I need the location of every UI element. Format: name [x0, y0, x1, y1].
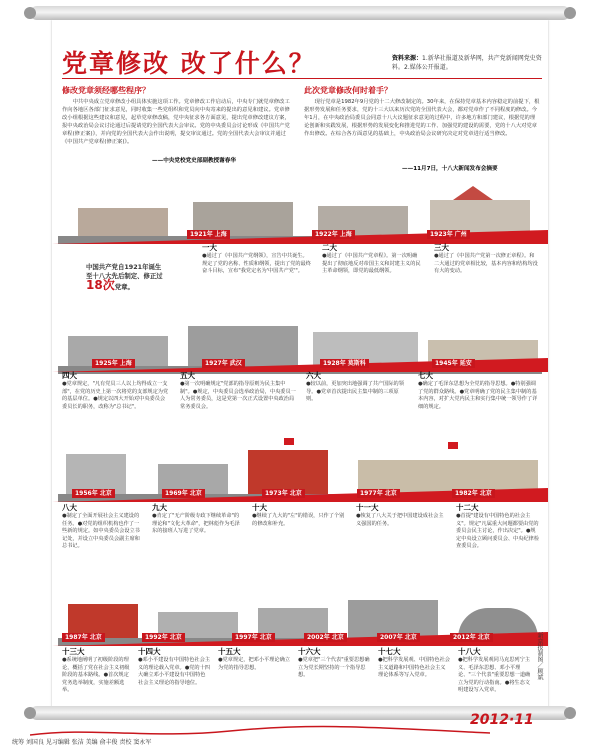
congress-card-1	[202, 242, 312, 276]
year-label: 2002年 北京	[304, 633, 347, 642]
congress-card-15	[218, 646, 290, 672]
page-title: 党章修改 改了什么？	[62, 49, 316, 78]
congress-text: ●党章把"三个代表"重要思想确立为党长期坚持的一个指导思想。	[298, 657, 370, 679]
congress-heading: 二大	[322, 243, 337, 252]
year-label: 1997年 北京	[232, 633, 275, 642]
congress-text: ●把科学发展观、中国特色社会主义道路和中国特色社会主义理论体系等写入党章。	[378, 657, 450, 679]
year-label: 1925年 上海	[92, 359, 135, 368]
congress-heading: 十八大	[458, 647, 481, 656]
congress-text: ●通过了《中国共产党纲领》，宣告中共诞生。规定了党的名称、性质和纲领，提出了党的最终奋斗目标，宣布"我党定名为'中国共产党'"。	[202, 253, 311, 275]
graphic-credit: 新京报制图／顾斌	[536, 632, 543, 680]
congress-text: ●通过了《中国共产党第一次修正章程》。和二大通过的党章相比较，基本内容和结构均没有大的变动。	[434, 253, 538, 275]
congress-card-9	[152, 502, 244, 536]
section2-body: 现行党章是1982年9月党的十二大修改制定的。30年来，在保持党章基本内容稳定的前提下，根据形势发展和任务要求，党的十三大以来历次党的全国代表大会，都对党章作了不同程度的修改。今年1月，在中央政治局委员会同意十八大议题征求意见的过程中，许多地方和部门建议，根据党的理论创新和实践发展，根据形势的发展变化和推进党的工作、加强党的建设的需要，党的十八大对党章作出修改。在综合各方面意见的基础上，中央政治局会议研究决定对党章进行适当修改。	[304, 99, 540, 137]
congress-card-18	[458, 646, 532, 695]
congress-card-3	[434, 242, 538, 276]
congress-text: ●制定了全面开展社会主义建设的任务。●对党的组织机构也作了一些新的规定。如中央委员会设立书记处，并设立中央委员会副主席和总书记。	[62, 513, 140, 550]
congress-card-10	[252, 502, 348, 528]
congress-heading: 八大	[62, 503, 77, 512]
congress-card-11	[356, 502, 448, 528]
editorial-credits: 统筹 刘国良 见习编辑 张洁 美编 俞丰俊 责校 窦永军	[12, 739, 152, 746]
source-note	[392, 54, 542, 72]
intro-suffix: 党章。	[114, 283, 134, 291]
congress-heading: 十一大	[356, 503, 379, 512]
congress-card-13	[62, 646, 130, 695]
congress-card-17	[378, 646, 450, 680]
congress-text: ●把科学发展观同马克思列宁主义、毛泽东思想、邓小平理论、"三个代表"重要思想一道确立为党的行动指南。●将生态文明建设写入党章。	[458, 657, 531, 694]
congress-heading: 十四大	[138, 647, 161, 656]
building-roof	[453, 186, 493, 200]
year-label: 1928年 莫斯科	[320, 359, 369, 368]
building-shikumen	[78, 208, 168, 236]
section2-signature: ——11月7日，十八大新闻发布会摘要	[402, 166, 498, 172]
flag-icon	[448, 442, 458, 449]
intro-count: 18次	[86, 278, 115, 292]
year-label: 1969年 北京	[162, 489, 205, 498]
congress-heading: 一大	[202, 243, 217, 252]
year-label: 2012年 北京	[450, 633, 493, 642]
section1-signature: ——中央党校党史部副教授谢春华	[152, 158, 236, 164]
congress-card-2	[322, 242, 422, 276]
congress-heading: 十三大	[62, 647, 85, 656]
congress-card-5	[180, 370, 296, 411]
year-label: 1992年 北京	[142, 633, 185, 642]
year-label: 2007年 北京	[377, 633, 420, 642]
year-label: 1977年 北京	[357, 489, 400, 498]
issue-date: 2012·11	[470, 712, 534, 728]
congress-card-12	[456, 502, 540, 551]
source-label: 资料来源：	[392, 55, 423, 62]
poster-sheet	[52, 20, 548, 708]
congress-heading: 七大	[418, 371, 433, 380]
congress-heading: 十大	[252, 503, 267, 512]
congress-text: ●继续了九大的"左"的错误，只作了个别的修改和补充。	[252, 513, 345, 527]
congress-text: ●较以前，更加突出地强调了共产国际的领导。●党章首次提出民主集中制的三项原则。	[306, 381, 404, 403]
congress-text: ●党章规定，把邓小平理论确立为党的指导思想。	[218, 657, 290, 671]
intro-line: 中国共产党自1921年诞生至十八大先后制定、修正过	[86, 263, 163, 280]
section2-heading: 此次党章修改何时着手？	[304, 86, 392, 95]
year-label: 1921年 上海	[187, 230, 230, 239]
year-label: 1922年 上海	[312, 230, 355, 239]
congress-card-14	[138, 646, 210, 687]
year-label: 1927年 武汉	[202, 359, 245, 368]
scroll-rod-top	[30, 6, 570, 20]
congress-heading: 九大	[152, 503, 167, 512]
intro-text	[86, 263, 166, 292]
section1-body: 中共中央成立党章修改小组具体实施这项工作。党章修改工作启动后，中央专门就党章修改工作向各地区各部门征求意见，同时收集一些党组织和党员向中央寄来的提出的意见和建议。党章修改小组根据这些建议和意见，起草党章修改稿，党中央征求各方面意见，提出党章修改建议方案，报中央政治局会议讨论通过后提请党的全国代表大会审议。党的中央委员会讨论形成《中国共产党章程(修正案)》，并向党的全国代表大会作出说明，提交审议通过。党的全国代表大会审议并通过《中国共产党章程(修正案)》。	[62, 99, 290, 145]
building-beijing-1956	[66, 454, 126, 494]
congress-text: ●党章规定，"凡有党员三人以上均得成立一支部"，在党的历史上第一次将党的支部规定为党的基层单位。●规定以四大开始对中央委员会委员长的职务，改称为"总书记"。	[62, 381, 169, 410]
congress-text: ●系统地阐明了初级阶段的理论，概括了党在社会主义初级阶段的基本路线。●首次规定党务选举制度，实施差额选举。	[62, 657, 130, 694]
congress-card-8	[62, 502, 144, 551]
year-label: 1923年 广州	[427, 230, 470, 239]
congress-card-4	[62, 370, 170, 411]
congress-heading: 五大	[180, 371, 195, 380]
congress-heading: 六大	[306, 371, 321, 380]
building-tiananmen	[248, 450, 328, 494]
year-label: 1973年 北京	[262, 489, 305, 498]
section1-heading: 修改党章须经哪些程序？	[62, 86, 150, 95]
congress-heading: 四大	[62, 371, 77, 380]
year-label: 1956年 北京	[72, 489, 115, 498]
source-text: 1.新华社报道及新华网，共产党新闻网党史资料。2.媒体公开报道。	[392, 55, 542, 71]
congress-heading: 十六大	[298, 647, 321, 656]
congress-text: ●肯定了"无产阶级专政下继续革命"的理论和"文化大革命"，把林彪作为毛泽东的接班人写进了党章。	[152, 513, 240, 535]
congress-heading: 十七大	[378, 647, 401, 656]
congress-text: ●确定了毛泽东思想为全党的指导思想。●特别强调了党的群众路线。●党章明确了党的民主集中制的基本内容，对扩大党内民主和实行集中统一领导作了详细的规定。	[418, 381, 538, 410]
title-divider	[62, 78, 542, 79]
year-label: 1945年 延安	[432, 359, 475, 368]
congress-text: ●通过了《中国共产党章程》。第一次明确提出了彻底地反对帝国主义和封建主义的民主革命纲领，即党的最低纲领。	[322, 253, 421, 275]
congress-card-16	[298, 646, 370, 680]
congress-text: ●第一次明确规定"党部的指导原则为民主集中制"。●规定，中央委员会选举政治局，中央委员一人为常务委员，这是党第一次正式设置中央政治局常务委员会。	[180, 381, 296, 410]
congress-card-6	[306, 370, 406, 404]
congress-heading: 十二大	[456, 503, 479, 512]
congress-text: ●恢复了八大关于把中国建设成社会主义强国的任务。	[356, 513, 444, 527]
congress-card-7	[418, 370, 538, 411]
congress-text: ●邓小平建设有中国特色社会主义的理论载入党章。●党的十四大确立邓小平建设有中国特色社会主义理论的指导地位。	[138, 657, 210, 686]
congress-heading: 三大	[434, 243, 449, 252]
flag-icon	[284, 438, 294, 445]
congress-text: ●首提"建设有中国特色的社会主义"。规定"凡属重大问题都要由党的委员会民主讨论，作出决定"。●规定中央设立顾问委员会、中央纪律检查委员会。	[456, 513, 540, 550]
year-label: 1982年 北京	[452, 489, 495, 498]
year-label: 1987年 北京	[62, 633, 105, 642]
congress-heading: 十五大	[218, 647, 241, 656]
